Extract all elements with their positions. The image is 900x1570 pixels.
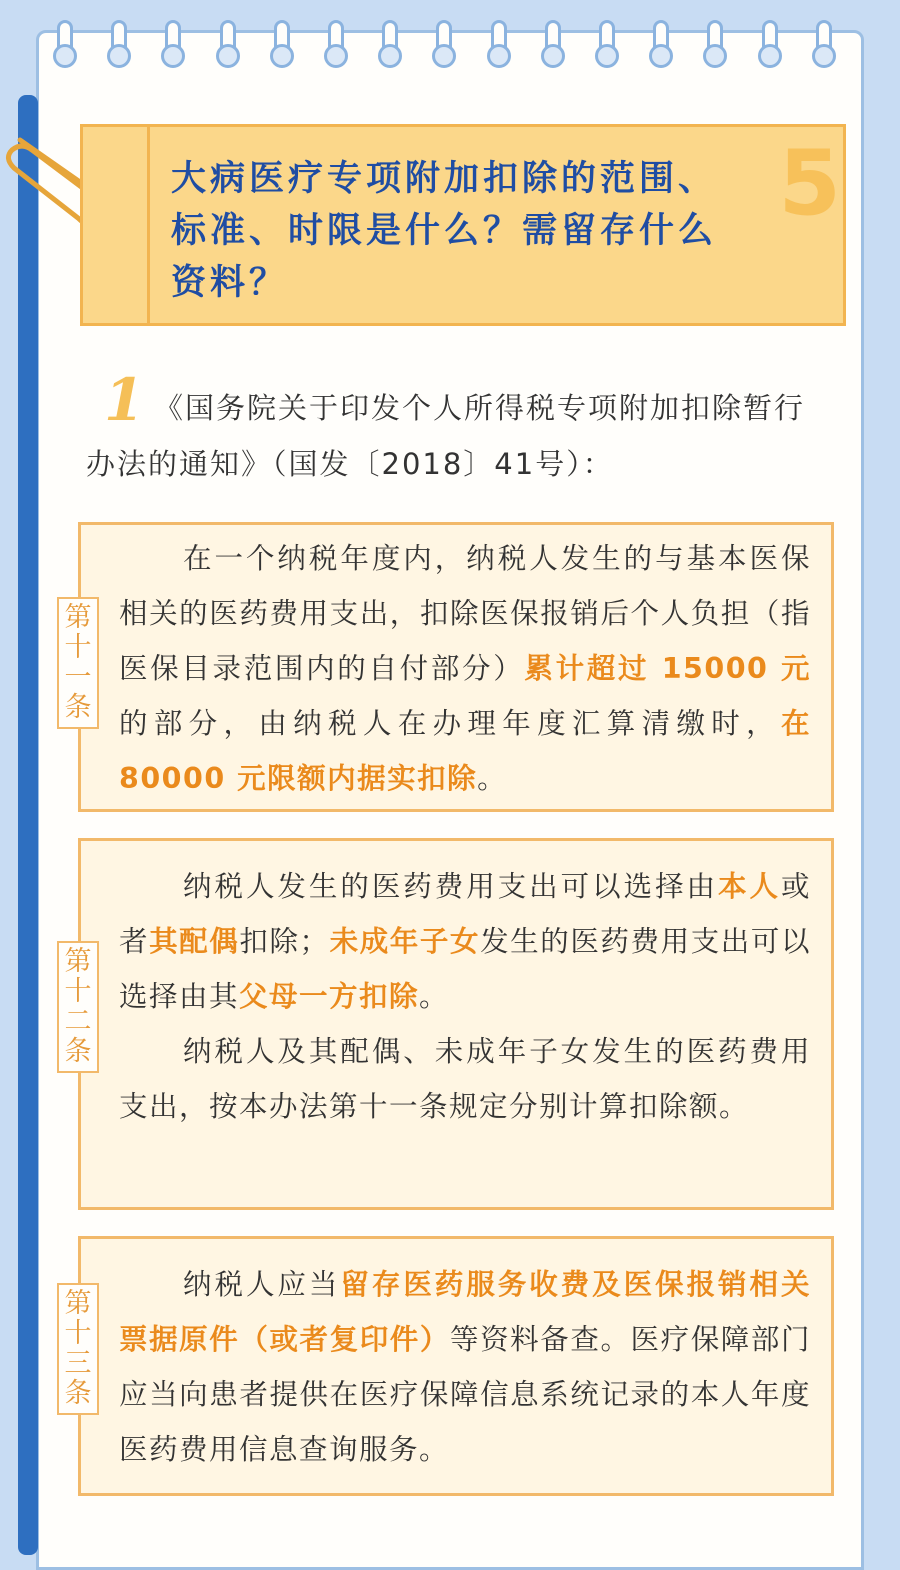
article-tag-char: 条 — [64, 1036, 92, 1067]
notebook-spine — [18, 95, 38, 1555]
binder-ring — [486, 20, 512, 72]
paragraph-text: 在一个纳税年度内，纳税人发生的与基本医保相关的医药费用支出，扣除医保报销后个人负担（指医保目录范围内的自付部分） — [119, 542, 811, 685]
article-tag-char: 十 — [64, 976, 92, 1007]
binder-ring — [106, 20, 132, 72]
binder-ring — [323, 20, 349, 72]
highlighted-text: 留存医药服务收费及医保报销相关票据原件（或者复印件） — [119, 1268, 811, 1356]
binder-ring — [431, 20, 457, 72]
highlighted-text: 父母一方扣除 — [239, 980, 420, 1013]
highlighted-text: 本人 — [718, 870, 781, 903]
article-tag-char: 条 — [64, 1378, 92, 1409]
paragraph-text: 或者 — [119, 870, 811, 958]
article-paragraph — [119, 1257, 811, 1477]
binder-ring — [594, 20, 620, 72]
article-card-13 — [64, 1236, 834, 1496]
article-tag-char: 一 — [64, 662, 92, 693]
question-title-line: 资料？ — [171, 263, 289, 303]
binder-ring — [757, 20, 783, 72]
paragraph-text: 发生的医药费用支出可以选择由其 — [119, 925, 811, 1013]
article-tag-char: 第 — [64, 946, 92, 977]
article-body — [119, 1257, 811, 1477]
article-paragraph — [119, 531, 811, 806]
binder-ring — [648, 20, 674, 72]
binder-ring — [215, 20, 241, 72]
binder-ring — [160, 20, 186, 72]
article-card-12 — [64, 838, 834, 1210]
question-title-line: 大病医疗专项附加扣除的范围、 — [171, 159, 718, 199]
question-number: 5 — [778, 131, 841, 236]
document-citation: 《国务院关于印发个人所得税专项附加扣除暂行办法的通知》（国发〔2018〕41号）： — [86, 391, 806, 481]
binder-ring — [702, 20, 728, 72]
article-tag-char: 第 — [64, 1288, 92, 1319]
binder-ring — [811, 20, 837, 72]
title-stripe — [83, 127, 150, 323]
article-body — [119, 859, 811, 1134]
paragraph-text: 的部分，由纳税人在办理年度汇算清缴时， — [119, 707, 781, 740]
article-tag-char: 条 — [64, 692, 92, 723]
article-paragraph: 纳税人及其配偶、未成年子女发生的医药费用支出，按本办法第十一条规定分别计算扣除额。 — [119, 1035, 811, 1123]
article-tag-char: 十 — [64, 632, 92, 663]
article-paragraph — [119, 859, 811, 1024]
paragraph-text: 纳税人发生的医药费用支出可以选择由 — [183, 870, 719, 903]
question-title-box — [80, 124, 846, 326]
section-number: 1 — [104, 366, 145, 434]
paragraph-text: 。 — [419, 980, 450, 1013]
highlighted-text: 累计超过 15000 元 — [524, 652, 811, 685]
binder-rings — [52, 20, 852, 80]
paragraph-text: 纳税人应当 — [183, 1268, 341, 1301]
binder-ring — [377, 20, 403, 72]
article-tag-char: 十 — [64, 1318, 92, 1349]
article-tag-char: 第 — [64, 602, 92, 633]
article-tag — [57, 941, 99, 1073]
paragraph-text: 扣除； — [239, 925, 330, 958]
binder-ring — [52, 20, 78, 72]
article-tag — [57, 597, 99, 729]
paragraph-text: 。 — [477, 762, 508, 795]
binder-ring — [269, 20, 295, 72]
article-tag-char: 三 — [64, 1348, 92, 1379]
article-card-11 — [64, 522, 834, 812]
highlighted-text: 其配偶 — [149, 925, 240, 958]
article-body — [119, 531, 811, 806]
article-tag — [57, 1283, 99, 1415]
binder-ring — [540, 20, 566, 72]
article-tag-char: 二 — [64, 1006, 92, 1037]
question-title-line: 标准、时限是什么？需留存什么 — [171, 211, 718, 251]
question-title — [171, 153, 771, 309]
paragraph-text: 等资料备查。医疗保障部门应当向患者提供在医疗保障信息系统记录的本人年度医药费用信息查询服务。 — [119, 1323, 811, 1466]
highlighted-text: 未成年子女 — [329, 925, 481, 958]
highlighted-text: 在 80000 元限额内据实扣除 — [119, 707, 811, 795]
